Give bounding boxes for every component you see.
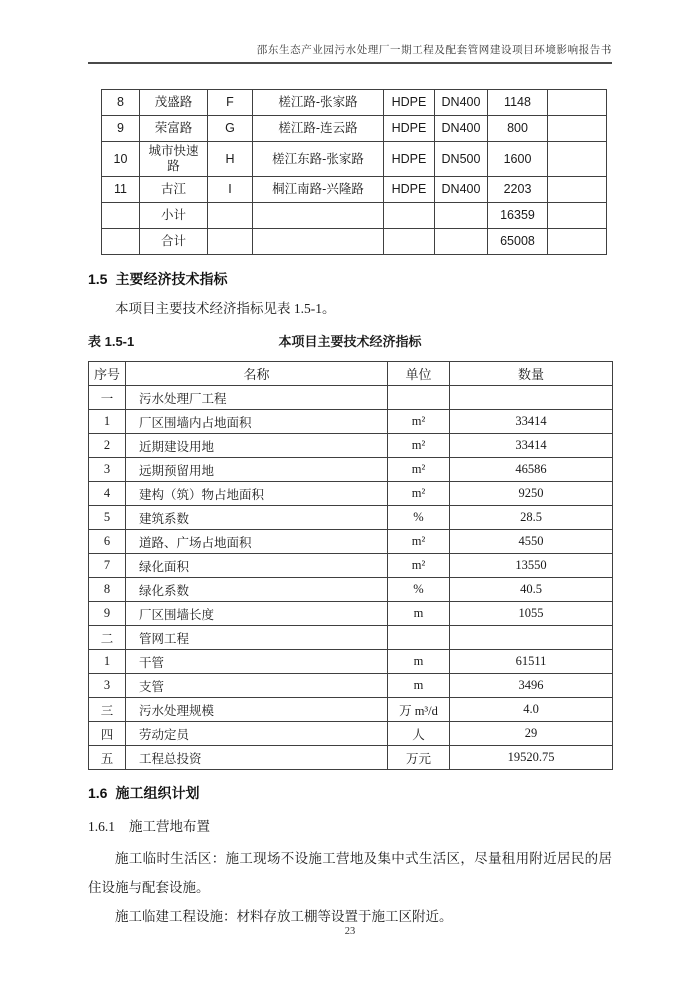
cell-serial-no: 一: [89, 386, 126, 410]
cell-note: [548, 177, 607, 203]
table-caption-label: 表 1.5-1: [88, 334, 135, 349]
indicator-table-row: [89, 746, 613, 770]
cell-serial-no: [102, 229, 140, 255]
cell-serial-no: 二: [89, 626, 126, 650]
cell-road-name: 小计: [140, 203, 208, 229]
pipe-table-row: [102, 229, 607, 255]
cell-name: 绿化系数: [126, 578, 388, 602]
cell-serial-no: 11: [102, 177, 140, 203]
indicator-table-row: [89, 650, 613, 674]
indicator-table-row: [89, 386, 613, 410]
cell-unit: 人: [388, 722, 450, 746]
cell-unit: m: [388, 650, 450, 674]
cell-serial-no: 6: [89, 530, 126, 554]
cell-note: [548, 90, 607, 116]
indicator-table-row: [89, 722, 613, 746]
cell-material: [384, 203, 435, 229]
cell-serial-no: 三: [89, 698, 126, 722]
indicator-table-row: [89, 410, 613, 434]
indicator-table-row: [89, 602, 613, 626]
cell-length: 16359: [488, 203, 548, 229]
cell-quantity: 61511: [450, 650, 613, 674]
cell-diameter: DN400: [435, 177, 488, 203]
indicator-table-header-row: [89, 362, 613, 386]
cell-code: [208, 229, 253, 255]
pipe-table-row: [102, 177, 607, 203]
cell-code: [208, 203, 253, 229]
cell-diameter: DN500: [435, 142, 488, 177]
cell-code: F: [208, 90, 253, 116]
cell-unit: 万 m³/d: [388, 698, 450, 722]
cell-name: 干管: [126, 650, 388, 674]
body-paragraph-2: 施工临建工程设施：材料存放工棚等设置于施工区附近。: [115, 909, 453, 924]
section-number: 1.5: [88, 271, 108, 287]
cell-name: 绿化面积: [126, 554, 388, 578]
cell-road-name: 茂盛路: [140, 90, 208, 116]
cell-road-name: 城市快速路: [140, 142, 208, 177]
indicator-table-row: [89, 506, 613, 530]
indicator-table-row: [89, 674, 613, 698]
cell-quantity: [450, 386, 613, 410]
cell-serial-no: 3: [89, 458, 126, 482]
cell-note: [548, 142, 607, 177]
cell-length: 1148: [488, 90, 548, 116]
cell-serial-no: 9: [102, 116, 140, 142]
section-title: 主要经济技术指标: [115, 271, 228, 287]
indicator-table-row: [89, 434, 613, 458]
cell-length: 1600: [488, 142, 548, 177]
cell-name: 建构（筑）物占地面积: [126, 482, 388, 506]
cell-serial-no: 9: [89, 602, 126, 626]
cell-serial-no: [102, 203, 140, 229]
cell-name: 厂区围墙内占地面积: [126, 410, 388, 434]
cell-material: HDPE: [384, 116, 435, 142]
cell-serial-no: 8: [102, 90, 140, 116]
cell-serial-no: 1: [89, 650, 126, 674]
cell-quantity: 46586: [450, 458, 613, 482]
cell-unit: [388, 626, 450, 650]
cell-quantity: 3496: [450, 674, 613, 698]
cell-material: HDPE: [384, 90, 435, 116]
cell-unit: 万元: [388, 746, 450, 770]
cell-unit: m: [388, 674, 450, 698]
page-number: 23: [344, 926, 356, 937]
cell-material: [384, 229, 435, 255]
subsection-title: 施工营地布置: [129, 819, 210, 834]
cell-name: 劳动定员: [126, 722, 388, 746]
cell-quantity: 9250: [450, 482, 613, 506]
cell-serial-no: 四: [89, 722, 126, 746]
header-unit: 单位: [388, 362, 450, 386]
cell-note: [548, 203, 607, 229]
pipe-network-table: [101, 89, 607, 255]
cell-road-name: 古江: [140, 177, 208, 203]
cell-quantity: 4550: [450, 530, 613, 554]
section-number: 1.6: [88, 785, 108, 801]
cell-quantity: 33414: [450, 434, 613, 458]
cell-unit: m²: [388, 458, 450, 482]
cell-quantity: 1055: [450, 602, 613, 626]
cell-name: 污水处理规模: [126, 698, 388, 722]
indicator-table-row: [89, 458, 613, 482]
cell-note: [548, 116, 607, 142]
table-caption-title: 本项目主要技术经济指标: [278, 334, 422, 349]
cell-road-name: 荣富路: [140, 116, 208, 142]
cell-unit: %: [388, 578, 450, 602]
cell-unit: [388, 386, 450, 410]
indicator-table-row: [89, 482, 613, 506]
cell-serial-no: 10: [102, 142, 140, 177]
indicator-table-row: [89, 530, 613, 554]
cell-diameter: DN400: [435, 116, 488, 142]
cell-length: 65008: [488, 229, 548, 255]
pipe-table-row: [102, 116, 607, 142]
cell-serial-no: 4: [89, 482, 126, 506]
cell-unit: %: [388, 506, 450, 530]
cell-name: 建筑系数: [126, 506, 388, 530]
header-serial-no: 序号: [89, 362, 126, 386]
cell-unit: m²: [388, 434, 450, 458]
cell-unit: m²: [388, 482, 450, 506]
header-quantity: 数量: [450, 362, 613, 386]
subsection-heading-1-6-1: [88, 815, 612, 835]
cell-road-name: 合计: [140, 229, 208, 255]
cell-quantity: 19520.75: [450, 746, 613, 770]
pipe-table-row: [102, 142, 607, 177]
cell-name: 近期建设用地: [126, 434, 388, 458]
cell-quantity: [450, 626, 613, 650]
intro-paragraph: 本项目主要技术经济指标见表 1.5-1。: [115, 301, 336, 316]
cell-quantity: 13550: [450, 554, 613, 578]
cell-name: 厂区围墙长度: [126, 602, 388, 626]
cell-code: G: [208, 116, 253, 142]
pipe-table-row: [102, 90, 607, 116]
cell-name: 支管: [126, 674, 388, 698]
cell-unit: m: [388, 602, 450, 626]
section-title: 施工组织计划: [115, 785, 200, 801]
cell-quantity: 40.5: [450, 578, 613, 602]
cell-material: HDPE: [384, 142, 435, 177]
pipe-table-row: [102, 203, 607, 229]
cell-unit: m²: [388, 554, 450, 578]
cell-length: 2203: [488, 177, 548, 203]
indicator-table-row: [89, 578, 613, 602]
indicator-table-row: [89, 698, 613, 722]
cell-code: H: [208, 142, 253, 177]
cell-name: 远期预留用地: [126, 458, 388, 482]
cell-road-section: [253, 203, 384, 229]
section-heading-1-6: [88, 783, 612, 803]
indicator-table-row: [89, 626, 613, 650]
table-caption: [88, 331, 612, 349]
document-title: 邵东生态产业园污水处理厂一期工程及配套管网建设项目环境影响报告书: [256, 45, 612, 56]
cell-road-section: 桐江南路-兴隆路: [253, 177, 384, 203]
subsection-number: 1.6.1: [88, 819, 115, 834]
cell-quantity: 33414: [450, 410, 613, 434]
indicator-table: [88, 361, 613, 770]
cell-name: 管网工程: [126, 626, 388, 650]
body-paragraph-1: 施工临时生活区：施工现场不设施工营地及集中式生活区，尽量租用附近居民的居住设施与配套设施。: [88, 851, 612, 895]
cell-code: I: [208, 177, 253, 203]
cell-road-section: 槎江东路-张家路: [253, 142, 384, 177]
header-name: 名称: [126, 362, 388, 386]
cell-material: HDPE: [384, 177, 435, 203]
cell-serial-no: 2: [89, 434, 126, 458]
cell-road-section: 槎江路-张家路: [253, 90, 384, 116]
cell-note: [548, 229, 607, 255]
page-header: [88, 0, 612, 64]
indicator-table-row: [89, 554, 613, 578]
cell-serial-no: 五: [89, 746, 126, 770]
header-rule: [88, 62, 612, 64]
cell-quantity: 4.0: [450, 698, 613, 722]
cell-serial-no: 8: [89, 578, 126, 602]
cell-road-section: 槎江路-连云路: [253, 116, 384, 142]
cell-quantity: 29: [450, 722, 613, 746]
cell-serial-no: 1: [89, 410, 126, 434]
cell-unit: m²: [388, 530, 450, 554]
cell-length: 800: [488, 116, 548, 142]
cell-diameter: [435, 203, 488, 229]
cell-name: 道路、广场占地面积: [126, 530, 388, 554]
cell-quantity: 28.5: [450, 506, 613, 530]
cell-diameter: [435, 229, 488, 255]
section-heading-1-5: [88, 269, 612, 289]
cell-unit: m²: [388, 410, 450, 434]
cell-serial-no: 7: [89, 554, 126, 578]
cell-serial-no: 5: [89, 506, 126, 530]
cell-name: 工程总投资: [126, 746, 388, 770]
cell-name: 污水处理厂工程: [126, 386, 388, 410]
cell-road-section: [253, 229, 384, 255]
cell-serial-no: 3: [89, 674, 126, 698]
cell-diameter: DN400: [435, 90, 488, 116]
